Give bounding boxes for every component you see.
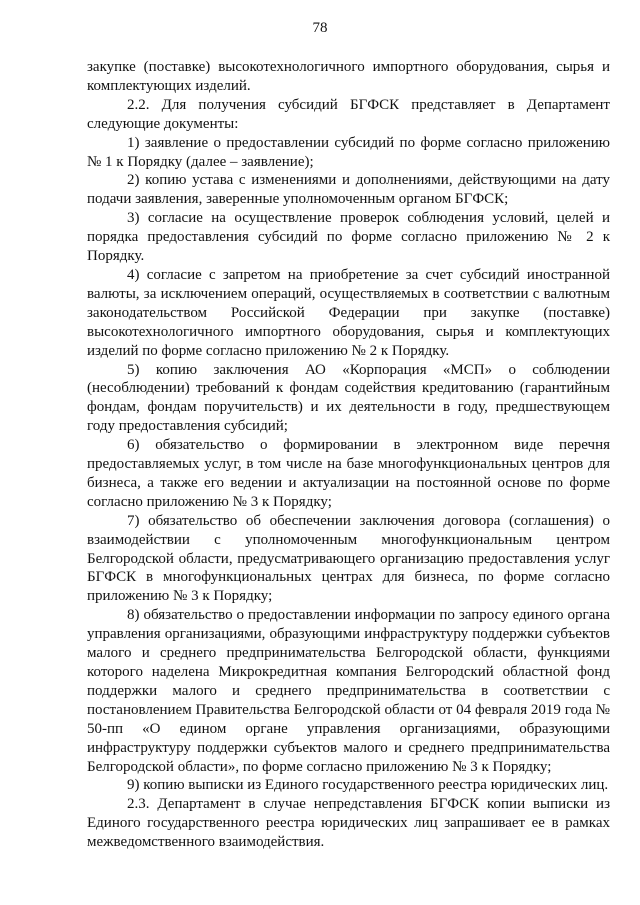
list-item-7: 7) обязательство об обеспечении заключения договора (соглашения) о взаимодействии с уполномоченным многофункциональным центром Белгородской области, предусматривающего организацию предоставления услуг БГФСК в многофункциональных центрах для бизнеса, по форме согласно приложению № 3 к Порядку;: [87, 512, 610, 605]
list-item-4: 4) согласие с запретом на приобретение за счет субсидий иностранной валюты, за исключением операций, осуществляемых в соответствии с валютным законодательством Российской Федерации при закупке (поставке) высокотехнологичного импортного оборудования, сырья и комплектующих изделий по форме согласно приложению № 2 к Порядку.: [87, 266, 610, 359]
document-body: [87, 58, 610, 852]
list-item-1: 1) заявление о предоставлении субсидий по форме согласно приложению № 1 к Порядку (далее – заявление);: [87, 134, 610, 170]
list-item-3: 3) согласие на осуществление проверок соблюдения условий, целей и порядка предоставления субсидий по форме согласно приложению № 2 к Порядку.: [87, 210, 610, 265]
list-item-5: 5) копию заключения АО «Корпорация «МСП» о соблюдении (несоблюдении) требований к фондам содействия кредитованию (гарантийным фондам, фондам поручительств) и их деятельности в году, предшествующем году предоставления субсидий;: [87, 361, 610, 435]
list-item-9: 9) копию выписки из Единого государственного реестра юридических лиц.: [127, 777, 609, 794]
paragraph-continuation: закупке (поставке) высокотехнологичного импортного оборудования, сырья и комплектующих изделий.: [87, 59, 610, 94]
list-item-6: 6) обязательство о формировании в электронном виде перечня предоставляемых услуг, в том числе на базе многофункциональных центров для бизнеса, а также его ведении и актуализации на постоянной основе по форме согласно приложению № 3 к Порядку;: [87, 437, 610, 510]
page-number: 78: [312, 20, 328, 36]
paragraph-section-2-3: 2.3. Департамент в случае непредставления БГФСК копии выписки из Единого государственного реестра юридических лиц запрашивает ее в рамках межведомственного взаимодействия.: [87, 796, 610, 851]
paragraph-section-2-2: 2.2. Для получения субсидий БГФСК представляет в Департамент следующие документы:: [87, 96, 610, 132]
list-item-2: 2) копию устава с изменениями и дополнениями, действующими на дату подачи заявления, заверенные уполномоченным органом БГФСК;: [87, 172, 610, 208]
list-item-8: 8) обязательство о предоставлении информации по запросу единого органа управления организациями, образующими инфраструктуру поддержки субъектов малого и среднего предпринимательства Белгородской области, функциями которого наделена Микрокредитная компания Белгородский областной фонд поддержки малого и среднего предпринимательства в соответствии с постановлением Правительства Белгородской области от 04 февраля 2019 года № 50-пп «О едином органе управления организациями, образующими инфраструктуру поддержки субъектов малого и среднего предпринимательства Белгородской области», по форме согласно приложению № 3 к Порядку;: [87, 607, 610, 775]
